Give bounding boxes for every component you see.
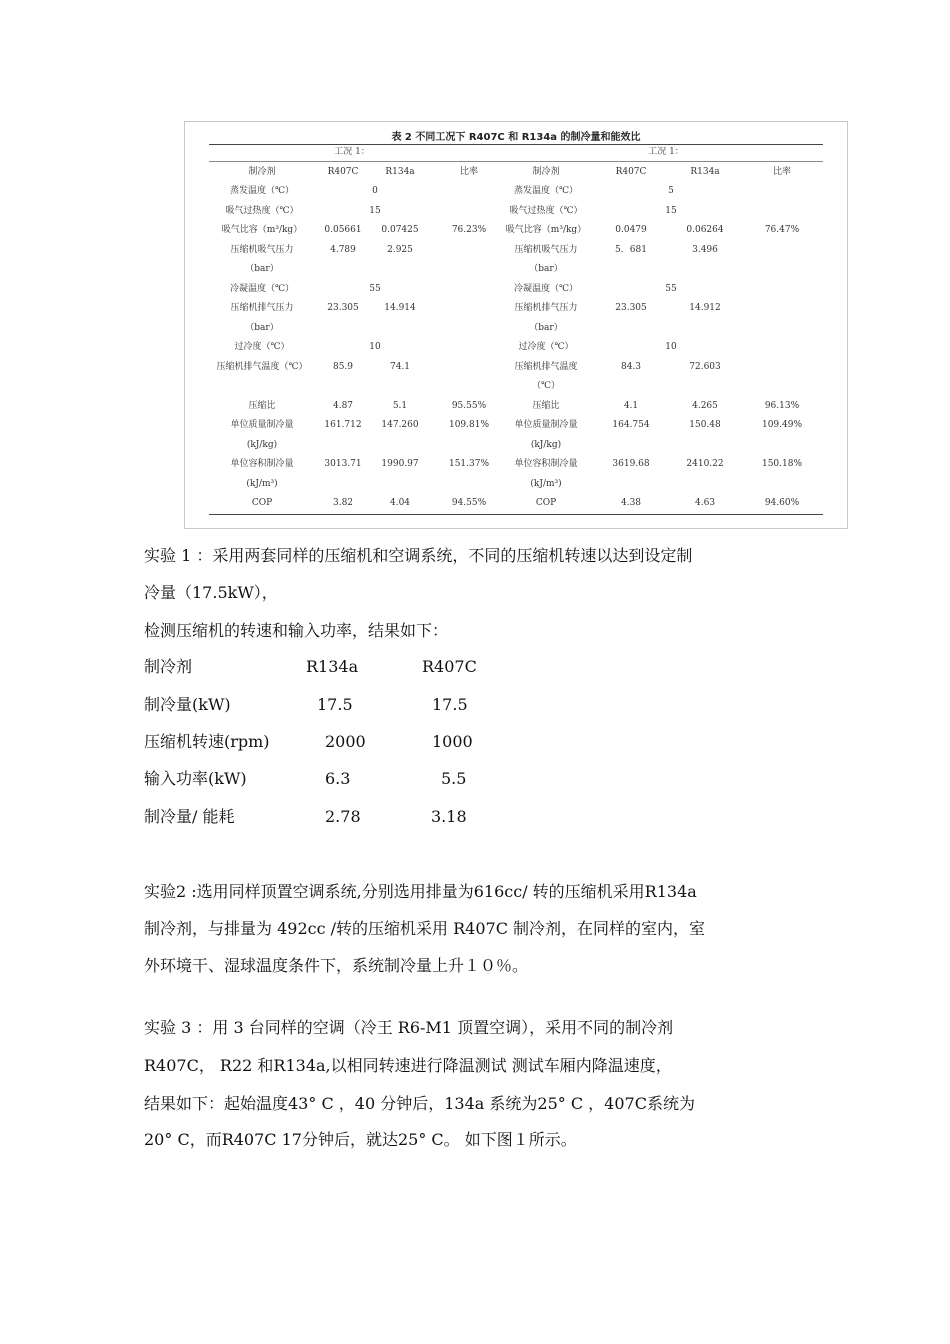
right-row-label: （bar） xyxy=(529,264,563,274)
exp2-line-2: 制冷剂，与排量为 492cc /转的压缩机采用 R407C 制冷剂，在同样的室内，室 xyxy=(144,919,706,938)
right-header-cell: R134a xyxy=(690,167,720,177)
right-r134a-value: 4.63 xyxy=(694,498,716,508)
right-row-label: 单位质量制冷量 xyxy=(514,420,578,430)
right-condition: 工况 1： xyxy=(648,147,684,157)
left-row-label: （bar） xyxy=(245,264,279,274)
right-header-cell: R407C xyxy=(615,167,647,177)
left-r134a-value: 4.04 xyxy=(389,498,411,508)
exp3-line-4: 20° C，而R407C 17分钟后，就达25° C。 如下图１所示。 xyxy=(144,1130,577,1149)
left-r407c-value: 4.87 xyxy=(332,401,354,411)
right-r407c-value: 23.305 xyxy=(615,303,647,313)
right-row-label: 压缩机吸气压力 xyxy=(514,245,578,255)
exp1-row-label: 制冷量/ 能耗 xyxy=(144,807,235,826)
exp1-row-label: 压缩机转速(rpm) xyxy=(144,732,270,751)
left-r407c-value: 0.05661 xyxy=(324,225,362,235)
exp1-row-label: 制冷量(kW) xyxy=(144,695,231,714)
right-row-label: 过冷度（℃） xyxy=(518,342,574,352)
right-row-label: 单位容积制冷量 xyxy=(514,459,578,469)
exp1-row-r134a: R134a xyxy=(306,657,359,676)
right-r407c-value: 4.38 xyxy=(620,498,642,508)
right-header-cell: 比率 xyxy=(772,167,792,177)
right-row-label: (kJ/kg) xyxy=(530,440,562,450)
exp1-row-r134a: 6.3 xyxy=(325,769,351,788)
right-r407c-value: 4.1 xyxy=(623,401,639,411)
right-row-label: （bar） xyxy=(529,323,563,333)
right-r134a-value: 2410.22 xyxy=(686,459,724,469)
left-r134a-value: 74.1 xyxy=(389,362,411,372)
exp1-line-1: 实验 1 ：采用两套同样的压缩机和空调系统，不同的压缩机转速以达到设定制 xyxy=(144,546,693,565)
right-row-label: (kJ/m³) xyxy=(530,479,562,489)
right-merged-value: 5 xyxy=(668,186,674,196)
left-row-label: （bar） xyxy=(245,323,279,333)
right-row-label: （℃） xyxy=(531,381,561,391)
right-ratio-value: 109.49% xyxy=(761,420,803,430)
left-header-cell: 制冷剂 xyxy=(248,167,276,177)
left-ratio-value: 151.37% xyxy=(448,459,490,469)
left-r407c-value: 161.712 xyxy=(324,420,362,430)
exp1-line-2: 冷量（17.5kW）， xyxy=(144,583,278,602)
left-row-label: 过冷度（℃） xyxy=(234,342,290,352)
left-r134a-value: 5.1 xyxy=(392,401,408,411)
left-row-label: 压缩机排气温度（℃） xyxy=(216,362,308,372)
exp2-line-1: 实验2 :选用同样顶置空调系统,分别选用排量为616cc/ 转的压缩机采用R134a xyxy=(144,882,697,901)
left-merged-value: 15 xyxy=(369,206,381,216)
left-r134a-value: 14.914 xyxy=(384,303,416,313)
exp1-row-r407c: 17.5 xyxy=(432,695,468,714)
left-row-label: 吸气过热度（℃） xyxy=(225,206,299,216)
exp1-row-r407c: R407C xyxy=(422,657,477,676)
left-row-label: 压缩比 xyxy=(248,401,276,411)
left-header-cell: R407C xyxy=(327,167,359,177)
table-caption: 表 2 不同工况下 R407C 和 R134a 的制冷量和能效比 xyxy=(391,132,641,143)
table-bottom-rule xyxy=(209,514,823,515)
exp1-line-3: 检测压缩机的转速和输入功率，结果如下： xyxy=(144,621,449,640)
right-ratio-value: 96.13% xyxy=(764,401,800,411)
left-r407c-value: 85.9 xyxy=(332,362,354,372)
left-row-label: 蒸发温度（℃） xyxy=(229,186,295,196)
left-r134a-value: 0.07425 xyxy=(381,225,419,235)
left-r407c-value: 3.82 xyxy=(332,498,354,508)
left-header-cell: 比率 xyxy=(459,167,479,177)
left-header-cell: R134a xyxy=(385,167,415,177)
right-r134a-value: 150.48 xyxy=(689,420,721,430)
left-r134a-value: 2.925 xyxy=(387,245,413,255)
left-r407c-value: 4.789 xyxy=(330,245,356,255)
left-ratio-value: 76.23% xyxy=(451,225,487,235)
left-row-label: 吸气比容（m³/kg） xyxy=(221,225,303,235)
right-header-cell: 制冷剂 xyxy=(532,167,560,177)
exp1-row-r407c: 3.18 xyxy=(431,807,467,826)
exp1-row-label: 输入功率(kW) xyxy=(144,769,247,788)
left-row-label: 单位容积制冷量 xyxy=(230,459,294,469)
right-r407c-value: 0.0479 xyxy=(615,225,647,235)
exp3-line-2: R407C， R22 和R134a,以相同转速进行降温测试 测试车厢内降温速度， xyxy=(144,1056,672,1075)
table-header-rule xyxy=(209,161,823,162)
right-row-label: 冷凝温度（℃） xyxy=(513,284,579,294)
left-r407c-value: 3013.71 xyxy=(324,459,362,469)
left-ratio-value: 109.81% xyxy=(448,420,490,430)
left-row-label: (kJ/kg) xyxy=(246,440,278,450)
exp1-row-label: 制冷剂 xyxy=(144,657,193,676)
left-row-label: 冷凝温度（℃） xyxy=(229,284,295,294)
left-condition: 工况 1： xyxy=(334,147,370,157)
right-merged-value: 10 xyxy=(665,342,677,352)
table-top-rule xyxy=(209,144,823,145)
exp2-line-3: 外环境干、湿球温度条件下，系统制冷量上升１０％。 xyxy=(144,956,529,975)
right-r407c-value: 5．681 xyxy=(615,245,647,255)
exp1-row-r134a: 17.5 xyxy=(317,695,353,714)
right-ratio-value: 94.60% xyxy=(764,498,800,508)
left-merged-value: 55 xyxy=(369,284,381,294)
right-row-label: 压缩机排气压力 xyxy=(514,303,578,313)
right-r134a-value: 3.496 xyxy=(692,245,718,255)
right-merged-value: 55 xyxy=(665,284,677,294)
left-merged-value: 10 xyxy=(369,342,381,352)
left-ratio-value: 94.55% xyxy=(451,498,487,508)
left-row-label: 单位质量制冷量 xyxy=(230,420,294,430)
exp1-row-r407c: 1000 xyxy=(432,732,473,751)
table-image xyxy=(184,121,848,529)
left-merged-value: 0 xyxy=(372,186,378,196)
right-r407c-value: 84.3 xyxy=(620,362,642,372)
right-row-label: COP xyxy=(535,498,557,508)
left-row-label: (kJ/m³) xyxy=(246,479,278,489)
right-row-label: 压缩比 xyxy=(532,401,560,411)
exp1-row-r407c: 5.5 xyxy=(441,769,467,788)
exp3-line-1: 实验 3 ：用 3 台同样的空调（冷王 R6-M1 顶置空调），采用不同的制冷剂 xyxy=(144,1018,674,1037)
right-row-label: 压缩机排气温度 xyxy=(514,362,578,372)
right-r407c-value: 164.754 xyxy=(612,420,650,430)
left-r407c-value: 23.305 xyxy=(327,303,359,313)
left-r134a-value: 147.260 xyxy=(381,420,419,430)
exp1-row-r134a: 2000 xyxy=(325,732,366,751)
right-row-label: 吸气比容（m³/kg） xyxy=(505,225,587,235)
right-r134a-value: 72.603 xyxy=(689,362,721,372)
left-row-label: COP xyxy=(251,498,273,508)
right-r134a-value: 14.912 xyxy=(689,303,721,313)
right-row-label: 蒸发温度（℃） xyxy=(513,186,579,196)
right-r134a-value: 0.06264 xyxy=(686,225,724,235)
right-ratio-value: 150.18% xyxy=(761,459,803,469)
right-r407c-value: 3619.68 xyxy=(612,459,650,469)
right-merged-value: 15 xyxy=(665,206,677,216)
right-ratio-value: 76.47% xyxy=(764,225,800,235)
right-r134a-value: 4.265 xyxy=(692,401,718,411)
exp3-line-3: 结果如下：起始温度43° C ，40 分钟后，134a 系统为25° C ，407C系统为 xyxy=(144,1094,695,1113)
left-ratio-value: 95.55% xyxy=(451,401,487,411)
left-r134a-value: 1990.97 xyxy=(381,459,419,469)
exp1-row-r134a: 2.78 xyxy=(325,807,361,826)
left-row-label: 压缩机排气压力 xyxy=(230,303,294,313)
right-row-label: 吸气过热度（℃） xyxy=(509,206,583,216)
left-row-label: 压缩机吸气压力 xyxy=(230,245,294,255)
